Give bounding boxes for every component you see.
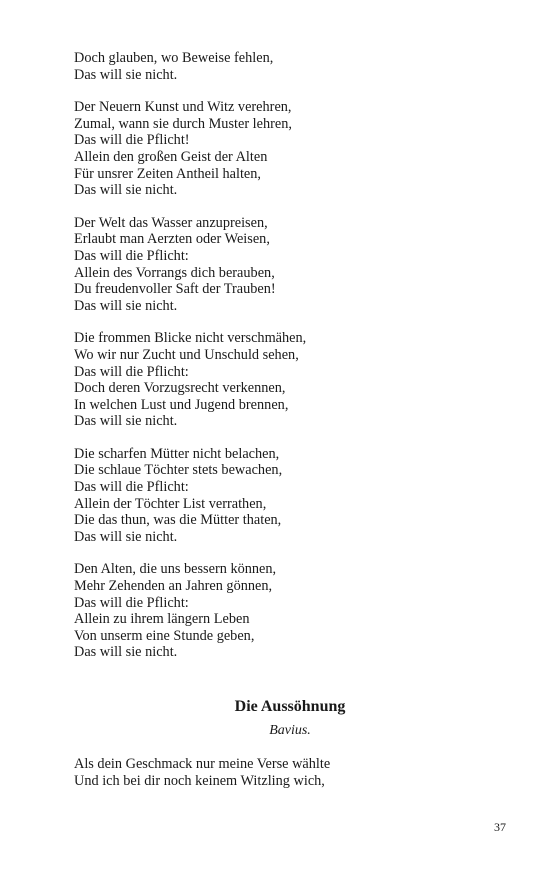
verse-line: Und ich bei dir noch keinem Witzling wich, [74, 772, 325, 789]
verse-line: Erlaubt man Aerzten oder Weisen, [74, 231, 270, 248]
verse-line: Mehr Zehenden an Jahren gönnen, [74, 578, 273, 595]
verse-line: Das will die Pflicht: [74, 363, 189, 380]
verse-line: Als dein Geschmack nur meine Verse wählte [74, 756, 331, 772]
verse-line: Doch glauben, wo Beweise fehlen, [74, 50, 274, 66]
verse-line: Das will die Pflicht: [74, 594, 189, 611]
verse-line: Das will sie nicht. [74, 644, 178, 661]
verse-line: Das will sie nicht. [74, 413, 178, 430]
stanza-6 [74, 561, 494, 661]
verse-line: Die das thun, was die Mütter thaten, [74, 512, 282, 529]
verse-line: Das will die Pflicht: [74, 479, 189, 496]
stanza-4 [74, 330, 494, 430]
verse-line: Von unserm eine Stunde geben, [74, 627, 255, 644]
verse-line: Doch deren Vorzugsrecht verkennen, [74, 380, 286, 397]
verse-line: Die scharfen Mütter nicht belachen, [74, 445, 280, 462]
verse-line: Das will sie nicht. [74, 182, 178, 199]
verse-line: Das will sie nicht. [74, 297, 178, 314]
verse-line: Das will sie nicht. [74, 66, 178, 83]
verse-line: Allein den großen Geist der Alten [74, 148, 268, 165]
verse-line: Die frommen Blicke nicht verschmähen, [74, 330, 307, 347]
poem-author: Bavius. [269, 723, 311, 738]
verse-line: Das will die Pflicht! [74, 132, 190, 149]
page-number: 37 [494, 820, 506, 834]
verse-line: Allein des Vorrangs dich berauben, [74, 264, 275, 281]
stanza-1 [74, 50, 494, 83]
poem-title: Die Aussöhnung [234, 698, 346, 715]
verse-line: Zumal, wann sie durch Muster lehren, [74, 115, 292, 132]
verse-line: Den Alten, die uns bessern können, [74, 561, 277, 578]
poem-body [74, 50, 494, 677]
verse-line: Das will die Pflicht: [74, 247, 189, 264]
verse-line: Der Neuern Kunst und Witz verehren, [74, 99, 292, 116]
stanza-3 [74, 215, 494, 315]
poem-opening-lines [74, 756, 330, 789]
verse-line: Allein zu ihrem längern Leben [74, 611, 250, 628]
verse-line: In welchen Lust und Jugend brennen, [74, 396, 289, 413]
verse-line: Das will sie nicht. [74, 528, 178, 545]
verse-line: Der Welt das Wasser anzupreisen, [74, 214, 268, 231]
verse-line: Die schlaue Töchter stets bewachen, [74, 462, 283, 479]
verse-line: Allein der Töchter List verrathen, [74, 495, 267, 512]
verse-line: Für unsrer Zeiten Antheil halten, [74, 165, 262, 182]
verse-line: Du freudenvoller Saft der Trauben! [74, 281, 276, 298]
stanza-5 [74, 446, 494, 546]
stanza-2 [74, 99, 494, 199]
verse-line: Wo wir nur Zucht und Unschuld sehen, [74, 346, 299, 363]
